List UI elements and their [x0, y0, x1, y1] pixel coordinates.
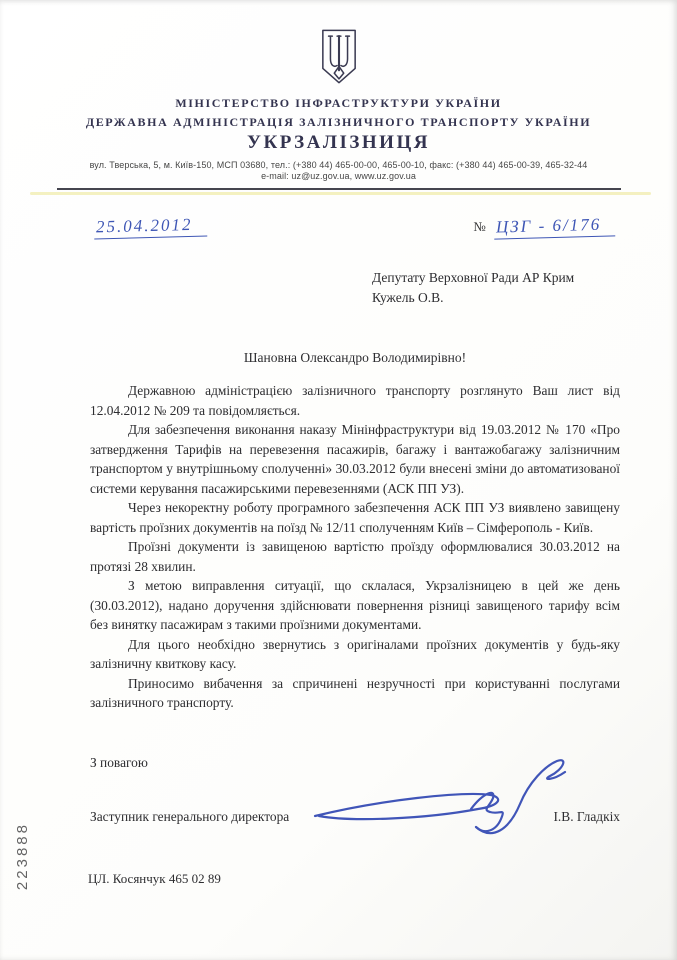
scan-highlight-line	[30, 192, 651, 195]
scan-registration-number: 223888	[14, 822, 31, 891]
recipient-title: Депутату Верховної Ради АР Крим	[372, 270, 575, 285]
body-paragraph: Для цього необхідно звернутись з оригіналами проїзних документів у будь-яку залізничну квиткову касу.	[90, 636, 620, 671]
recipient-name: Кужель О.В.	[372, 290, 444, 305]
letterhead	[0, 0, 677, 195]
letter-body	[90, 381, 620, 713]
signer-name: І.В. Гладкіх	[553, 808, 620, 824]
number-sign-label: №	[473, 219, 486, 234]
body-paragraph: Державною адміністрацією залізничного транспорту розглянуто Ваш лист від 12.04.2012 № 209 та повідомляється.	[90, 383, 620, 418]
body-paragraph: Проїзні документи із завищеною вартістю проїзду оформлювалися 30.03.2012 на протязі 28 хвилин.	[90, 539, 620, 574]
reference-row	[94, 216, 615, 238]
ministry-name: МІНІСТЕРСТВО ІНФРАСТРУКТУРИ УКРАЇНИ	[175, 96, 502, 110]
body-paragraph: Приносимо вибачення за спричинені незручності при користуванні послугами залізничного транспорту.	[90, 675, 620, 710]
body-paragraph: З метою виправлення ситуації, що склалася, Укрзалізницею в цей же день (30.03.2012), надано доручення здійснювати повернення різниці завищеного тарифу всім без винятку пасажирам з такими проїзними документами.	[90, 578, 620, 632]
document-number-group	[473, 216, 615, 238]
administration-name: ДЕРЖАВНА АДМІНІСТРАЦІЯ ЗАЛІЗНИЧНОГО ТРАНСПОРТУ УКРАЇНИ	[85, 115, 592, 129]
signer-position: Заступник генерального директора	[90, 808, 290, 824]
address-line: вул. Тверська, 5, м. Київ-150, МСП 03680, тел.: (+380 44) 465-00-00, 465-00-10, факс: (+380 44) 465-00-39, 465-32-44	[89, 160, 588, 170]
salutation: Шановна Олександро Володимирівно!	[243, 350, 467, 365]
company-name: УКРЗАЛІЗНИЦЯ	[247, 132, 430, 153]
trident-shield-icon	[320, 28, 358, 86]
contacts-line: e-mail: uz@uz.gov.ua, www.uz.gov.ua	[261, 171, 416, 181]
header-divider	[57, 188, 621, 190]
body-paragraph: Через некоректну роботу програмного забезпечення АСК ПП УЗ виявлено завищену вартість проїзних документів на поїзд № 12/11 сполученням Київ – Сімферополь - Київ.	[90, 500, 620, 535]
handwritten-date: 25.04.2012	[94, 215, 207, 240]
handwritten-number: ЦЗГ - 6/176	[493, 214, 615, 239]
recipient-block	[372, 268, 677, 308]
body-paragraph: Для забезпечення виконання наказу Мінінфраструктури від 19.03.2012 № 170 «Про затвердження Тарифів на перевезення пасажирів, багажу і вантажобагажу залізничним транспортом у внутрішньому сполученні» 30.03.2012 були внесені зміни до автоматизованої системи керування пасажирськими перевезеннями (АСК ПП УЗ).	[90, 422, 620, 496]
signature-row	[90, 809, 620, 825]
executor-line: ЦЛ. Косянчук 465 02 89	[88, 870, 221, 886]
closing-regards: З повагою	[90, 754, 148, 770]
